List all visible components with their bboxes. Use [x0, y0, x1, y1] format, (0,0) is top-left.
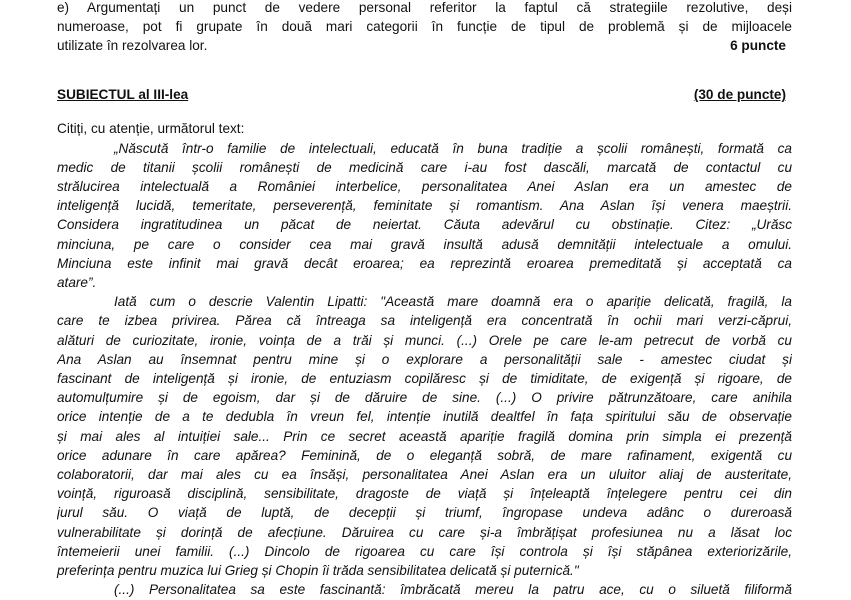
- quote-line: Considera ingratitudinea un păcat de neiertat. Căuta adevărul cu obstinație. Citez: „Urăsc: [57, 217, 792, 233]
- quote-line: medic de titanii școlii românești de medicină care i-au fost dascăli, marcată de contactul cu: [57, 159, 792, 175]
- quote-paragraph-2: [57, 292, 792, 580]
- quote-line: Ana Aslan au însemnat pentru mine și o explorare a personalității sale - amestec ciudat și: [57, 351, 792, 367]
- item-e-line: e) Argumentați un punct de vedere personal referitor la faptul că strategiile rezolutive, deși: [57, 0, 792, 15]
- item-e-points: 6 puncte: [730, 38, 786, 54]
- quote-line: automulțumire și de egoism, dar și de dăruire de sine. (...) O privire pătrunzătoare, care anihila: [57, 390, 792, 406]
- quote-line: atare”.: [57, 275, 97, 291]
- quote-line: „Născută într-o familie de intelectuali, educată în buna tradiție a școlii românești, formată ca: [114, 140, 792, 156]
- quote-line: Minciuna este infinit mai gravă decât eroarea; ea reprezintă eroarea premeditată și acceptată ca: [57, 255, 792, 271]
- quote-line: colaboratorii, dar mai ales cu ea însăși, personalitatea Anei Aslan era un uluitor aliaj de austeritate,: [57, 467, 792, 483]
- quote-line: Iată cum o descrie Valentin Lipatti: "Această mare doamnă era o apariție delicată, fragilă, la: [114, 294, 792, 310]
- quote-line: vulnerabilitate și dorință de afecțiune. Dăruirea cu care și-a îmbrățișat profesiunea nu a lăsat loc: [57, 524, 792, 540]
- item-e: [57, 0, 792, 55]
- quote-line: și mai ales al intuiției sale... Prin ce secret această apariție fragilă domina prin simpla ei prezență: [57, 428, 792, 444]
- document-page: [57, 0, 792, 599]
- quote-line: (...) Personalitatea sa este fascinantă: îmbrăcată mereu la patru ace, cu o siluetă filiformă: [114, 582, 792, 598]
- quote-paragraph-3: [57, 580, 792, 599]
- intro-line: Citiți, cu atenție, următorul text:: [57, 121, 245, 137]
- quote-line: preferința pentru muzica lui Grieg și Chopin îi trăda sensibilitatea delicată și puternică.": [57, 563, 579, 579]
- quote-line: strălucirea intelectuală a României interbelice, personalitatea Anei Aslan era un amestec de: [57, 179, 792, 195]
- quote-line: orice adunare în care apărea? Feminină, de o eleganță sobră, de mare rafinament, exigentă cu: [57, 447, 792, 463]
- quote-line: inteligență lucidă, temeritate, perseverență, feminitate și romantism. Ana Aslan își venera maeștrii.: [57, 198, 792, 214]
- item-e-line: numeroase, pot fi grupate în două mari categorii în funcție de tipul de problemă și de mijloacele: [57, 19, 792, 35]
- quote-line: fascinant de inteligență și ironie, de entuziasm copilăresc și de timiditate, de exigență și rigoare, de: [57, 371, 792, 387]
- quote-line: jurul său. O viață de luptă, de decepții și triumf, îngropase undeva adânc o dureroasă: [57, 505, 792, 521]
- item-e-last-line: utilizate în rezolvarea lor.: [57, 38, 208, 54]
- quote-line: întemeierii unei familii. (...) Dincolo de rigoarea cu care își controla și își stăpânea exteriorizările,: [57, 543, 792, 559]
- subject-title: SUBIECTUL al III-lea: [57, 87, 189, 103]
- quote-line: alături de curiozitate, ironie, voința de a trăi și munci. (...) Orele pe care le-am petrecut de vorbă cu: [57, 332, 792, 348]
- quote-line: orice intenție de a te dedubla în vreun fel, intenție inutilă dealtfel în fața spiritului său de observație: [57, 409, 792, 425]
- intro-text: [57, 119, 792, 138]
- subject-header: [57, 85, 792, 105]
- quote-line: minciuna, pe care o consider cea mai gravă insultă adusă demnității intelectuale a omului.: [57, 236, 792, 252]
- quote-line: voință, riguroasă disciplină, sensibilitate, dragoste de viață și înțeleaptă înțelegere pentru cei din: [57, 486, 792, 502]
- quote-paragraph-1: [57, 139, 792, 293]
- quote-line: care te izbea privirea. Părea că întreaga sa inteligență era concentrată în ochii mari verzi-căprui,: [57, 313, 792, 329]
- item-e-last-row: [57, 36, 792, 55]
- subject-points: (30 de puncte): [693, 87, 786, 103]
